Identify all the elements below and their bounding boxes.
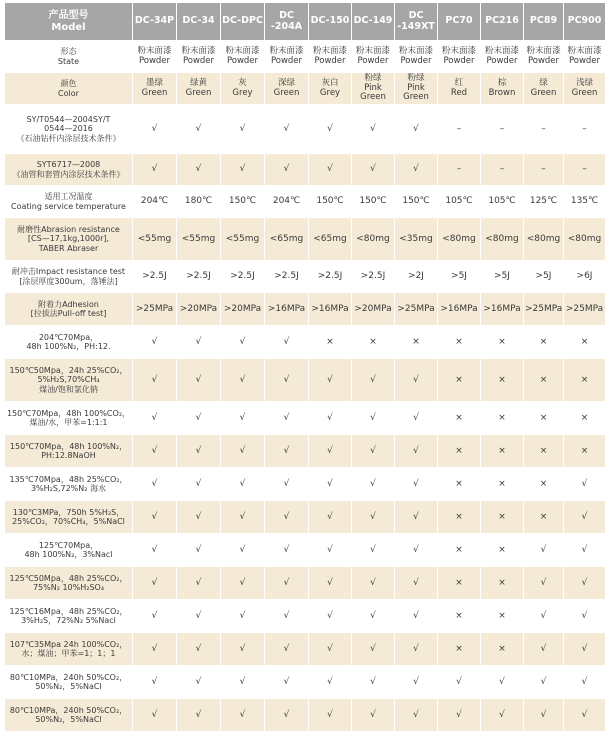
value-cell: × — [481, 567, 524, 600]
model-column-header: 产品型号 Model — [5, 3, 133, 41]
row-label: 适用工况温度 Coating service temperature — [5, 186, 133, 218]
value-cell: × — [438, 435, 481, 468]
value-cell: >20MPa — [177, 293, 221, 326]
value-cell: >6J — [564, 261, 606, 293]
model-header-cell: DC-DPC — [221, 3, 265, 41]
value-cell: >20MPa — [352, 293, 395, 326]
value-cell: √ — [221, 402, 265, 435]
value-cell: √ — [177, 600, 221, 633]
value-cell: √ — [395, 105, 438, 154]
row-label: 130℃3MPa，750h 5%H₂S， 25%CO₂，70%CH₄，5%NaCl — [5, 501, 133, 534]
value-cell: 粉末面漆 Powder — [309, 41, 352, 73]
value-cell: × — [481, 435, 524, 468]
value-cell: >5J — [524, 261, 564, 293]
value-cell: – — [524, 154, 564, 186]
row-label: 135℃70Mpa，48h 25%CO₂， 3%H₂S,72%N₂ 海水 — [5, 468, 133, 501]
value-cell: √ — [352, 402, 395, 435]
row-label: 204℃70Mpa， 48h 100%N₂，PH:12. — [5, 326, 133, 359]
value-cell: √ — [221, 633, 265, 666]
value-cell: <80mg — [481, 218, 524, 261]
value-cell: √ — [177, 534, 221, 567]
table-row — [5, 699, 606, 732]
value-cell: √ — [309, 600, 352, 633]
value-cell: √ — [265, 666, 309, 699]
value-cell: √ — [221, 666, 265, 699]
table-row — [5, 600, 606, 633]
row-label: 耐冲击Impact resistance test [涂层厚度300um，落锤法] — [5, 261, 133, 293]
model-header-cell: PC216 — [481, 3, 524, 41]
table-row — [5, 261, 606, 293]
value-cell: √ — [352, 666, 395, 699]
value-cell: √ — [265, 468, 309, 501]
value-cell: >25MPa — [524, 293, 564, 326]
value-cell: √ — [395, 633, 438, 666]
value-cell: √ — [177, 435, 221, 468]
value-cell: >2.5J — [265, 261, 309, 293]
value-cell: <55mg — [133, 218, 177, 261]
table-row — [5, 41, 606, 73]
value-cell: √ — [309, 359, 352, 402]
value-cell: √ — [395, 567, 438, 600]
value-cell: √ — [221, 326, 265, 359]
value-cell: √ — [352, 468, 395, 501]
value-cell: √ — [395, 666, 438, 699]
row-label: 80℃10MPa，240h 50%CO₂， 50%N₂，5%NaCl — [5, 666, 133, 699]
table-header — [5, 3, 606, 41]
value-cell: 粉末面漆 Powder — [265, 41, 309, 73]
value-cell: × — [481, 468, 524, 501]
value-cell: 粉末面漆 Powder — [221, 41, 265, 73]
value-cell: √ — [395, 402, 438, 435]
value-cell: 粉绿 Pink Green — [352, 73, 395, 105]
value-cell: × — [481, 501, 524, 534]
value-cell: >2.5J — [221, 261, 265, 293]
table-row — [5, 326, 606, 359]
value-cell: × — [481, 359, 524, 402]
value-cell: √ — [309, 105, 352, 154]
value-cell: √ — [309, 154, 352, 186]
value-cell: √ — [564, 666, 606, 699]
value-cell: √ — [352, 435, 395, 468]
value-cell: √ — [352, 699, 395, 732]
value-cell: √ — [177, 326, 221, 359]
value-cell: √ — [564, 699, 606, 732]
value-cell: <65mg — [309, 218, 352, 261]
row-label: 150℃70Mpa，48h 100%CO₂， 煤油/水，甲苯=1:1:1 — [5, 402, 133, 435]
value-cell: 粉末面漆 Powder — [564, 41, 606, 73]
value-cell: × — [395, 326, 438, 359]
value-cell: √ — [177, 501, 221, 534]
value-cell: √ — [221, 359, 265, 402]
value-cell: √ — [133, 567, 177, 600]
value-cell: √ — [133, 666, 177, 699]
value-cell: √ — [309, 567, 352, 600]
value-cell: √ — [395, 359, 438, 402]
value-cell: >16MPa — [481, 293, 524, 326]
value-cell: >2.5J — [352, 261, 395, 293]
value-cell: >20MPa — [221, 293, 265, 326]
value-cell: √ — [309, 468, 352, 501]
value-cell: √ — [438, 699, 481, 732]
value-cell: × — [564, 359, 606, 402]
value-cell: × — [524, 468, 564, 501]
value-cell: √ — [309, 633, 352, 666]
value-cell: √ — [564, 501, 606, 534]
value-cell: √ — [133, 633, 177, 666]
value-cell: 棕 Brown — [481, 73, 524, 105]
value-cell: √ — [564, 633, 606, 666]
value-cell: √ — [177, 105, 221, 154]
row-label: 125℃16Mpa，48h 25%CO₂， 3%H₂S，72%N₂ 5%Nacl — [5, 600, 133, 633]
value-cell: × — [438, 402, 481, 435]
value-cell: 125℃ — [524, 186, 564, 218]
value-cell: × — [564, 435, 606, 468]
value-cell: √ — [309, 666, 352, 699]
value-cell: √ — [265, 633, 309, 666]
value-cell: √ — [133, 600, 177, 633]
value-cell: × — [352, 326, 395, 359]
value-cell: × — [481, 402, 524, 435]
value-cell: √ — [177, 567, 221, 600]
value-cell: √ — [265, 326, 309, 359]
value-cell: 粉末面漆 Powder — [481, 41, 524, 73]
table-row — [5, 534, 606, 567]
value-cell: 150℃ — [395, 186, 438, 218]
value-cell: – — [481, 154, 524, 186]
model-header-cell: PC89 — [524, 3, 564, 41]
value-cell: × — [524, 326, 564, 359]
value-cell: √ — [352, 600, 395, 633]
value-cell: 灰白 Grey — [309, 73, 352, 105]
value-cell: √ — [309, 534, 352, 567]
table-row — [5, 293, 606, 326]
value-cell: √ — [133, 105, 177, 154]
value-cell: <55mg — [221, 218, 265, 261]
row-label: 107℃35Mpa 24h 100%CO₂， 水；煤油；甲苯=1；1；1 — [5, 633, 133, 666]
value-cell: × — [438, 534, 481, 567]
value-cell: √ — [309, 699, 352, 732]
value-cell: 绿黄 Green — [177, 73, 221, 105]
value-cell: >2.5J — [309, 261, 352, 293]
value-cell: 粉绿 Pink Green — [395, 73, 438, 105]
value-cell: √ — [265, 567, 309, 600]
value-cell: × — [481, 600, 524, 633]
value-cell: √ — [265, 402, 309, 435]
value-cell: √ — [265, 435, 309, 468]
value-cell: >16MPa — [438, 293, 481, 326]
value-cell: √ — [177, 359, 221, 402]
value-cell: >2.5J — [133, 261, 177, 293]
value-cell: >2J — [395, 261, 438, 293]
value-cell: √ — [395, 468, 438, 501]
row-label: 颜色 Color — [5, 73, 133, 105]
value-cell: <80mg — [352, 218, 395, 261]
value-cell: √ — [177, 154, 221, 186]
value-cell: √ — [438, 666, 481, 699]
value-cell: 180℃ — [177, 186, 221, 218]
value-cell: √ — [177, 402, 221, 435]
value-cell: √ — [352, 501, 395, 534]
value-cell: 105℃ — [438, 186, 481, 218]
spec-table — [4, 2, 606, 732]
table-row — [5, 435, 606, 468]
value-cell: √ — [395, 501, 438, 534]
value-cell: 灰 Grey — [221, 73, 265, 105]
value-cell: 204℃ — [133, 186, 177, 218]
row-label: SY/T0544—2004SY/T 0544—2016 《石油钻杆内涂层技术条件》 — [5, 105, 133, 154]
row-label: 150℃50Mpa，24h 25%CO₂， 5%H₂S,70%CH₄ 煤油/饱和氯化钠 — [5, 359, 133, 402]
value-cell: >16MPa — [309, 293, 352, 326]
model-header-cell: DC-34 — [177, 3, 221, 41]
value-cell: √ — [221, 600, 265, 633]
value-cell: × — [524, 359, 564, 402]
value-cell: × — [564, 402, 606, 435]
value-cell: <55mg — [177, 218, 221, 261]
value-cell: <80mg — [438, 218, 481, 261]
value-cell: – — [564, 154, 606, 186]
value-cell: √ — [524, 567, 564, 600]
row-label: 125℃50Mpa，48h 25%CO₂， 75%N₂ 10%H₂SO₄ — [5, 567, 133, 600]
value-cell: 105℃ — [481, 186, 524, 218]
value-cell: √ — [395, 534, 438, 567]
value-cell: √ — [395, 154, 438, 186]
value-cell: × — [438, 633, 481, 666]
table-row — [5, 186, 606, 218]
value-cell: √ — [265, 699, 309, 732]
value-cell: >5J — [438, 261, 481, 293]
value-cell: √ — [133, 402, 177, 435]
value-cell: 150℃ — [352, 186, 395, 218]
value-cell: √ — [395, 600, 438, 633]
model-header-cell: DC-149 — [352, 3, 395, 41]
value-cell: √ — [564, 468, 606, 501]
table-row — [5, 633, 606, 666]
value-cell: 粉末面漆 Powder — [352, 41, 395, 73]
model-header-cell: DC -149XT — [395, 3, 438, 41]
value-cell: <80mg — [564, 218, 606, 261]
value-cell: √ — [265, 154, 309, 186]
value-cell: – — [524, 105, 564, 154]
value-cell: √ — [177, 699, 221, 732]
value-cell: √ — [221, 567, 265, 600]
value-cell: × — [481, 534, 524, 567]
value-cell: 粉末面漆 Powder — [133, 41, 177, 73]
value-cell: 绿 Green — [524, 73, 564, 105]
value-cell: × — [309, 326, 352, 359]
table-row — [5, 567, 606, 600]
value-cell: × — [524, 435, 564, 468]
value-cell: √ — [265, 600, 309, 633]
value-cell: √ — [564, 600, 606, 633]
model-header-cell: PC900 — [564, 3, 606, 41]
value-cell: √ — [133, 534, 177, 567]
header-row — [5, 3, 606, 41]
value-cell: √ — [524, 699, 564, 732]
value-cell: >25MPa — [133, 293, 177, 326]
table-row — [5, 402, 606, 435]
model-header-cell: DC-150 — [309, 3, 352, 41]
value-cell: √ — [133, 699, 177, 732]
value-cell: √ — [524, 600, 564, 633]
value-cell: √ — [524, 534, 564, 567]
row-label: 150℃70Mpa，48h 100%N₂， PH:12.8NaOH — [5, 435, 133, 468]
value-cell: √ — [352, 567, 395, 600]
value-cell: × — [481, 326, 524, 359]
value-cell: √ — [265, 501, 309, 534]
value-cell: <65mg — [265, 218, 309, 261]
value-cell: √ — [177, 666, 221, 699]
value-cell: √ — [133, 435, 177, 468]
value-cell: >25MPa — [395, 293, 438, 326]
value-cell: >2.5J — [177, 261, 221, 293]
value-cell: √ — [221, 699, 265, 732]
row-label: 125℃70Mpa， 48h 100%N₂，3%Nacl — [5, 534, 133, 567]
row-label: 形态 State — [5, 41, 133, 73]
value-cell: √ — [309, 402, 352, 435]
value-cell: √ — [352, 105, 395, 154]
value-cell: 150℃ — [309, 186, 352, 218]
table-row — [5, 468, 606, 501]
value-cell: √ — [524, 666, 564, 699]
value-cell: √ — [133, 154, 177, 186]
value-cell: 红 Red — [438, 73, 481, 105]
value-cell: √ — [221, 105, 265, 154]
value-cell: √ — [221, 501, 265, 534]
value-cell: √ — [221, 534, 265, 567]
value-cell: √ — [221, 468, 265, 501]
value-cell: 墨绿 Green — [133, 73, 177, 105]
table-row — [5, 501, 606, 534]
value-cell: >5J — [481, 261, 524, 293]
value-cell: × — [438, 567, 481, 600]
value-cell: √ — [309, 501, 352, 534]
value-cell: 深绿 Green — [265, 73, 309, 105]
value-cell: × — [524, 402, 564, 435]
value-cell: √ — [133, 501, 177, 534]
table-body — [5, 41, 606, 732]
value-cell: √ — [564, 567, 606, 600]
value-cell: √ — [524, 633, 564, 666]
value-cell: 204℃ — [265, 186, 309, 218]
row-label: 80℃10MPa，240h 50%CO₂， 50%N₂，5%NaCl — [5, 699, 133, 732]
value-cell: >16MPa — [265, 293, 309, 326]
table-row — [5, 666, 606, 699]
value-cell: √ — [265, 105, 309, 154]
value-cell: √ — [481, 666, 524, 699]
model-header-cell: DC -204A — [265, 3, 309, 41]
table-row — [5, 73, 606, 105]
value-cell: 150℃ — [221, 186, 265, 218]
value-cell: √ — [352, 154, 395, 186]
value-cell: √ — [395, 435, 438, 468]
value-cell: >25MPa — [564, 293, 606, 326]
value-cell: <80mg — [524, 218, 564, 261]
value-cell: – — [438, 154, 481, 186]
value-cell: – — [564, 105, 606, 154]
row-label: SYT6717—2008 《油管和套管内涂层技术条件》 — [5, 154, 133, 186]
value-cell: × — [481, 633, 524, 666]
value-cell: × — [438, 501, 481, 534]
value-cell: √ — [133, 326, 177, 359]
value-cell: 135℃ — [564, 186, 606, 218]
value-cell: × — [564, 326, 606, 359]
row-label: 耐磨性Abrasion resistance [CS—17,1kg,1000r], TABER Abraser — [5, 218, 133, 261]
model-header-cell: DC-34P — [133, 3, 177, 41]
table-row — [5, 105, 606, 154]
value-cell: √ — [395, 699, 438, 732]
value-cell: √ — [352, 534, 395, 567]
value-cell: 粉末面漆 Powder — [395, 41, 438, 73]
value-cell: √ — [481, 699, 524, 732]
value-cell: √ — [177, 633, 221, 666]
value-cell: × — [438, 326, 481, 359]
table-row — [5, 154, 606, 186]
value-cell: √ — [352, 359, 395, 402]
value-cell: <35mg — [395, 218, 438, 261]
value-cell: 粉末面漆 Powder — [524, 41, 564, 73]
table-row — [5, 218, 606, 261]
value-cell: × — [438, 468, 481, 501]
value-cell: √ — [309, 435, 352, 468]
value-cell: √ — [221, 435, 265, 468]
value-cell: √ — [265, 534, 309, 567]
row-label: 附着力Adhesion [拉拔法Pull-off test] — [5, 293, 133, 326]
value-cell: √ — [265, 359, 309, 402]
value-cell: √ — [133, 359, 177, 402]
model-header-cell: PC70 — [438, 3, 481, 41]
value-cell: × — [524, 501, 564, 534]
value-cell: √ — [177, 468, 221, 501]
value-cell: × — [438, 359, 481, 402]
value-cell: 浅绿 Green — [564, 73, 606, 105]
table-row — [5, 359, 606, 402]
value-cell: √ — [221, 154, 265, 186]
value-cell: 粉末面漆 Powder — [177, 41, 221, 73]
value-cell: √ — [133, 468, 177, 501]
value-cell: 粉末面漆 Powder — [438, 41, 481, 73]
value-cell: √ — [564, 534, 606, 567]
value-cell: √ — [352, 633, 395, 666]
value-cell: – — [438, 105, 481, 154]
value-cell: × — [438, 600, 481, 633]
value-cell: – — [481, 105, 524, 154]
